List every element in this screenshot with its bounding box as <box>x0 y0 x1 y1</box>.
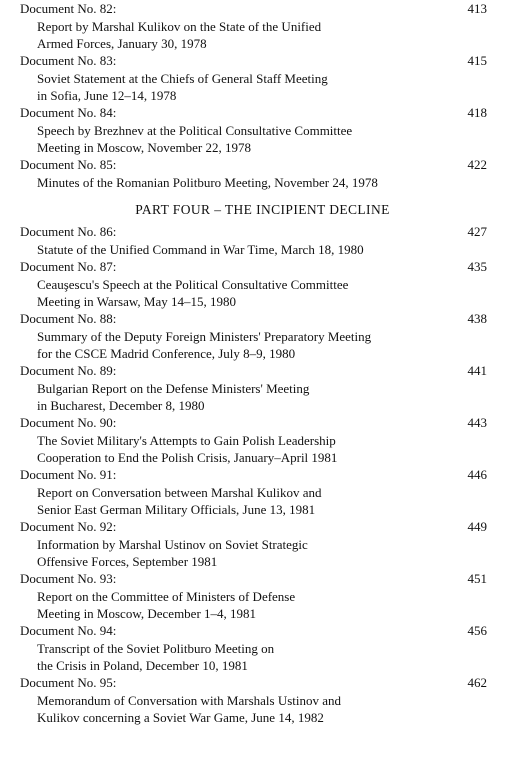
page-number: 427 <box>467 224 487 239</box>
toc-entry-header <box>0 674 513 692</box>
document-number-label: Document No. 83: <box>20 53 117 68</box>
toc-entry <box>0 52 513 104</box>
document-title-line: Summary of the Deputy Foreign Ministers' Preparatory Meeting <box>37 329 372 344</box>
page-number: 462 <box>467 675 487 690</box>
document-title-line: the Crisis in Poland, December 10, 1981 <box>37 658 248 673</box>
toc-entry-header <box>0 52 513 70</box>
document-title-line: Report by Marshal Kulikov on the State of the Unified <box>37 19 322 34</box>
document-title-line: Report on the Committee of Ministers of Defense <box>37 589 296 604</box>
toc-entry-header <box>0 414 513 432</box>
toc-entry <box>0 310 513 362</box>
toc-entry <box>0 674 513 726</box>
toc-entry-header <box>0 310 513 328</box>
document-title-line: Speech by Brezhnev at the Political Consultative Committee <box>37 123 353 138</box>
page-number: 413 <box>467 1 487 16</box>
document-title-line: Memorandum of Conversation with Marshals Ustinov and <box>37 693 342 708</box>
document-number-label: Document No. 93: <box>20 571 117 586</box>
toc-entry <box>0 622 513 674</box>
page-number: 449 <box>467 519 487 534</box>
document-number-label: Document No. 92: <box>20 519 117 534</box>
toc-entry <box>0 466 513 518</box>
document-title-line: Kulikov concerning a Soviet War Game, June 14, 1982 <box>37 710 324 725</box>
toc-entry <box>0 414 513 466</box>
document-number-label: Document No. 95: <box>20 675 117 690</box>
document-title-line: Armed Forces, January 30, 1978 <box>37 36 207 51</box>
page-number: 451 <box>467 571 487 586</box>
document-title-line: for the CSCE Madrid Conference, July 8–9, 1980 <box>37 346 296 361</box>
toc-entry <box>0 223 513 258</box>
page-number: 418 <box>467 105 487 120</box>
document-title-line: Transcript of the Soviet Politburo Meeting on <box>37 641 275 656</box>
document-number-label: Document No. 88: <box>20 311 117 326</box>
document-title-line: Minutes of the Romanian Politburo Meeting, November 24, 1978 <box>37 175 378 190</box>
document-title-line: Meeting in Moscow, November 22, 1978 <box>37 140 251 155</box>
document-title-line: Information by Marshal Ustinov on Soviet Strategic <box>37 537 308 552</box>
toc-entry-header <box>0 104 513 122</box>
document-title-line: The Soviet Military's Attempts to Gain Polish Leadership <box>37 433 336 448</box>
document-title-line: Bulgarian Report on the Defense Ministers' Meeting <box>37 381 310 396</box>
toc-entries-part-three <box>0 0 513 191</box>
page-number: 422 <box>467 157 487 172</box>
document-title-line: Senior East German Military Officials, June 13, 1981 <box>37 502 316 517</box>
document-number-label: Document No. 90: <box>20 415 117 430</box>
document-number-label: Document No. 89: <box>20 363 117 378</box>
document-title-line: Report on Conversation between Marshal Kulikov and <box>37 485 322 500</box>
document-number-label: Document No. 91: <box>20 467 117 482</box>
document-number-label: Document No. 94: <box>20 623 117 638</box>
page-number: 438 <box>467 311 487 326</box>
toc-entry-header <box>0 362 513 380</box>
toc-entry <box>0 258 513 310</box>
toc-entry <box>0 570 513 622</box>
toc-entry <box>0 104 513 156</box>
page-number: 456 <box>467 623 487 638</box>
part-heading: PART FOUR – THE INCIPIENT DECLINE <box>135 202 390 217</box>
toc-entry-header <box>0 258 513 276</box>
toc-entry-header <box>0 622 513 640</box>
toc-entry-header <box>0 518 513 536</box>
document-number-label: Document No. 84: <box>20 105 117 120</box>
toc-entry <box>0 0 513 52</box>
page-number: 435 <box>467 259 487 274</box>
document-title-line: Meeting in Moscow, December 1–4, 1981 <box>37 606 257 621</box>
toc-entry-header <box>0 223 513 241</box>
page-number: 443 <box>467 415 487 430</box>
document-title-line: Meeting in Warsaw, May 14–15, 1980 <box>37 294 236 309</box>
toc-entry-header <box>0 466 513 484</box>
document-title-line: Cooperation to End the Polish Crisis, January–April 1981 <box>37 450 338 465</box>
document-title-line: Ceauşescu's Speech at the Political Consultative Committee <box>37 277 349 292</box>
document-title-line: Statute of the Unified Command in War Time, March 18, 1980 <box>37 242 364 257</box>
page-number: 446 <box>467 467 487 482</box>
toc-entry <box>0 156 513 191</box>
toc-entry-header <box>0 156 513 174</box>
toc-entry-header <box>0 0 513 18</box>
toc-entry <box>0 518 513 570</box>
document-title-line: Offensive Forces, September 1981 <box>37 554 218 569</box>
document-title-line: in Bucharest, December 8, 1980 <box>37 398 205 413</box>
document-number-label: Document No. 86: <box>20 224 117 239</box>
toc-entry-header <box>0 570 513 588</box>
toc-entries-part-four <box>0 223 513 726</box>
toc-entry <box>0 362 513 414</box>
document-number-label: Document No. 85: <box>20 157 117 172</box>
document-title-line: Soviet Statement at the Chiefs of General Staff Meeting <box>37 71 328 86</box>
document-number-label: Document No. 87: <box>20 259 117 274</box>
document-title-line: in Sofia, June 12–14, 1978 <box>37 88 177 103</box>
document-number-label: Document No. 82: <box>20 1 117 16</box>
page-number: 415 <box>467 53 487 68</box>
page-number: 441 <box>467 363 487 378</box>
